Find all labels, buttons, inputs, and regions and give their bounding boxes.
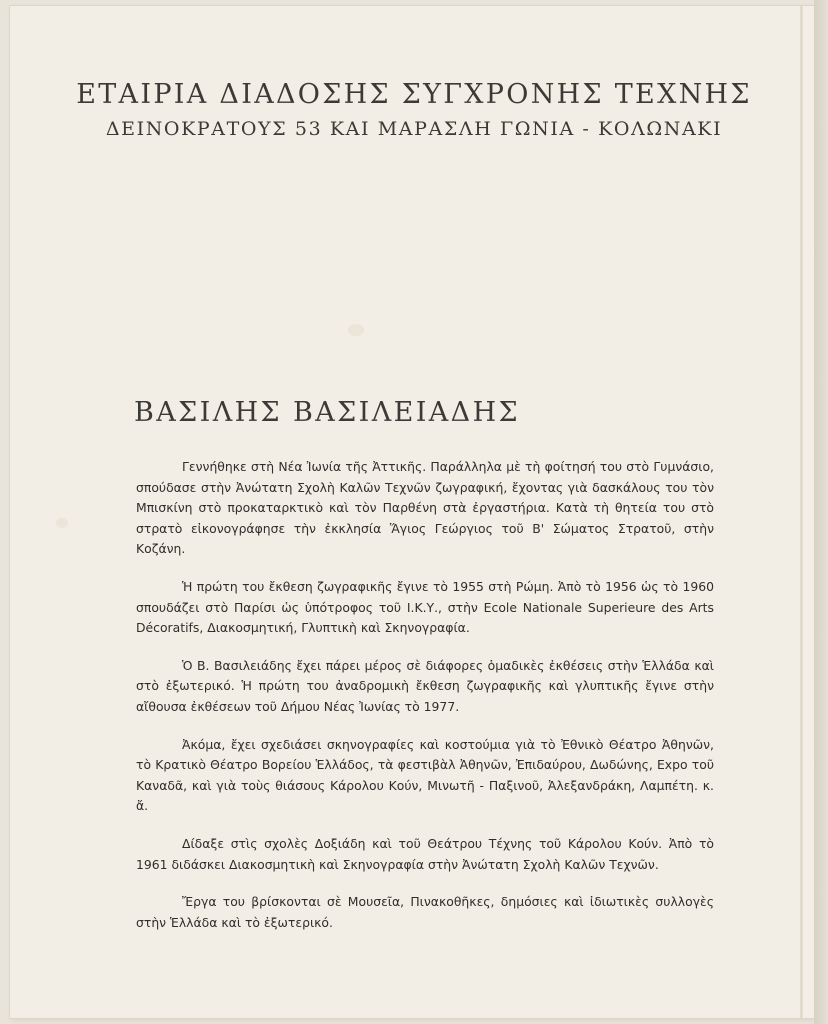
bio-paragraph: Ἡ πρώτη του ἔκθεση ζωγραφικῆς ἔγινε τὸ 1955 στὴ Ρώμη. Ἀπὸ τὸ 1956 ὡς τὸ 1960 σπουδάζει στὸ Παρίσι ὡς ὑπότροφος τοῦ Ι.Κ.Υ., στὴν Ecole Nationale Superieure des Arts Décoratifs, Διακοσμητική, Γλυπτικὴ καὶ Σκηνογραφία. bbox=[136, 578, 714, 636]
bio-paragraph: Ἀκόμα, ἔχει σχεδιάσει σκηνογραφίες καὶ κοστούμια γιὰ τὸ Ἐθνικὸ Θέατρο Ἀθηνῶν, τὸ Κρατικὸ Θέατρο Βορείου Ἑλλάδος, τὰ φεστιβὰλ Ἀθηνῶν, Ἐπιδαύρου, Δωδώνης, Expo τοῦ Καναδᾶ, καὶ γιὰ τοὺς θιάσους Κάρολου Κούν, Μινωτῆ - Παξινοῦ, Ἀλεξανδράκη, Λαμπέτη. κ. ἄ. bbox=[136, 736, 714, 814]
bio-paragraph: Δίδαξε στὶς σχολὲς Δοξιάδη καὶ τοῦ Θεάτρου Τέχνης τοῦ Κάρολου Κούν. Ἀπὸ τὸ 1961 διδάσκει Διακοσμητικὴ καὶ Σκηνογραφία στὴν Ἀνώτατη Σχολὴ Καλῶν Τεχνῶν. bbox=[136, 835, 714, 872]
page-edge bbox=[814, 0, 828, 1024]
organization-title: ΕΤΑΙΡΙΑ ΔΙΑΔΟΣΗΣ ΣΥΓΧΡΟΝΗΣ ΤΕΧΝΗΣ bbox=[76, 79, 752, 110]
organization-address: ΔΕΙΝΟΚΡΑΤΟΥΣ 53 ΚΑΙ ΜΑΡΑΣΛΗ ΓΩΝΙΑ - ΚΟΛΩΝΑΚΙ bbox=[105, 118, 723, 140]
page-fold bbox=[800, 6, 803, 1018]
bio-paragraph: Γεννήθηκε στὴ Νέα Ἰωνία τῆς Ἀττικῆς. Παράλληλα μὲ τὴ φοίτησή του στὸ Γυμνάσιο, σπούδασε στὴν Ἀνώτατη Σχολὴ Καλῶν Τεχνῶν ζωγραφική, ἔχοντας γιὰ δασκάλους του τὸν Μπισκίνη στὸ προκαταρκτικὸ καὶ τὸν Παρθένη στὰ ἐργαστήρια. Κατὰ τὴ θητεία του στὸ στρατὸ εἰκονογράφησε τὴν ἐκκλησία Ἅγιος Γεώργιος τοῦ Β' Σώματος Στρατοῦ, στὴν Κοζάνη. bbox=[136, 459, 714, 557]
paper-stain bbox=[56, 518, 68, 528]
artist-name-heading: ΒΑΣΙΛΗΣ ΒΑΣΙΛΕΙΑΔΗΣ bbox=[134, 397, 521, 428]
bio-paragraph: Ὁ Β. Βασιλειάδης ἔχει πάρει μέρος σὲ διάφορες ὁμαδικὲς ἐκθέσεις στὴν Ἑλλάδα καὶ στὸ ἐξωτερικό. Ἡ πρώτη του ἀναδρομικὴ ἔκθεση ζωγραφικῆς καὶ γλυπτικῆς ἔγινε στὴν αἴθουσα ἐκθέσεων τοῦ Δήμου Νέας Ἰωνίας τὸ 1977. bbox=[136, 657, 714, 714]
paper-stain bbox=[348, 324, 364, 336]
biography-text bbox=[136, 457, 714, 933]
bio-paragraph: Ἔργα του βρίσκονται σὲ Μουσεῖα, Πινακοθῆκες, δημόσιες καὶ ἰδιωτικὲς συλλογὲς στὴν Ἑλλάδα καὶ τὸ ἐξωτερικό. bbox=[136, 894, 714, 930]
